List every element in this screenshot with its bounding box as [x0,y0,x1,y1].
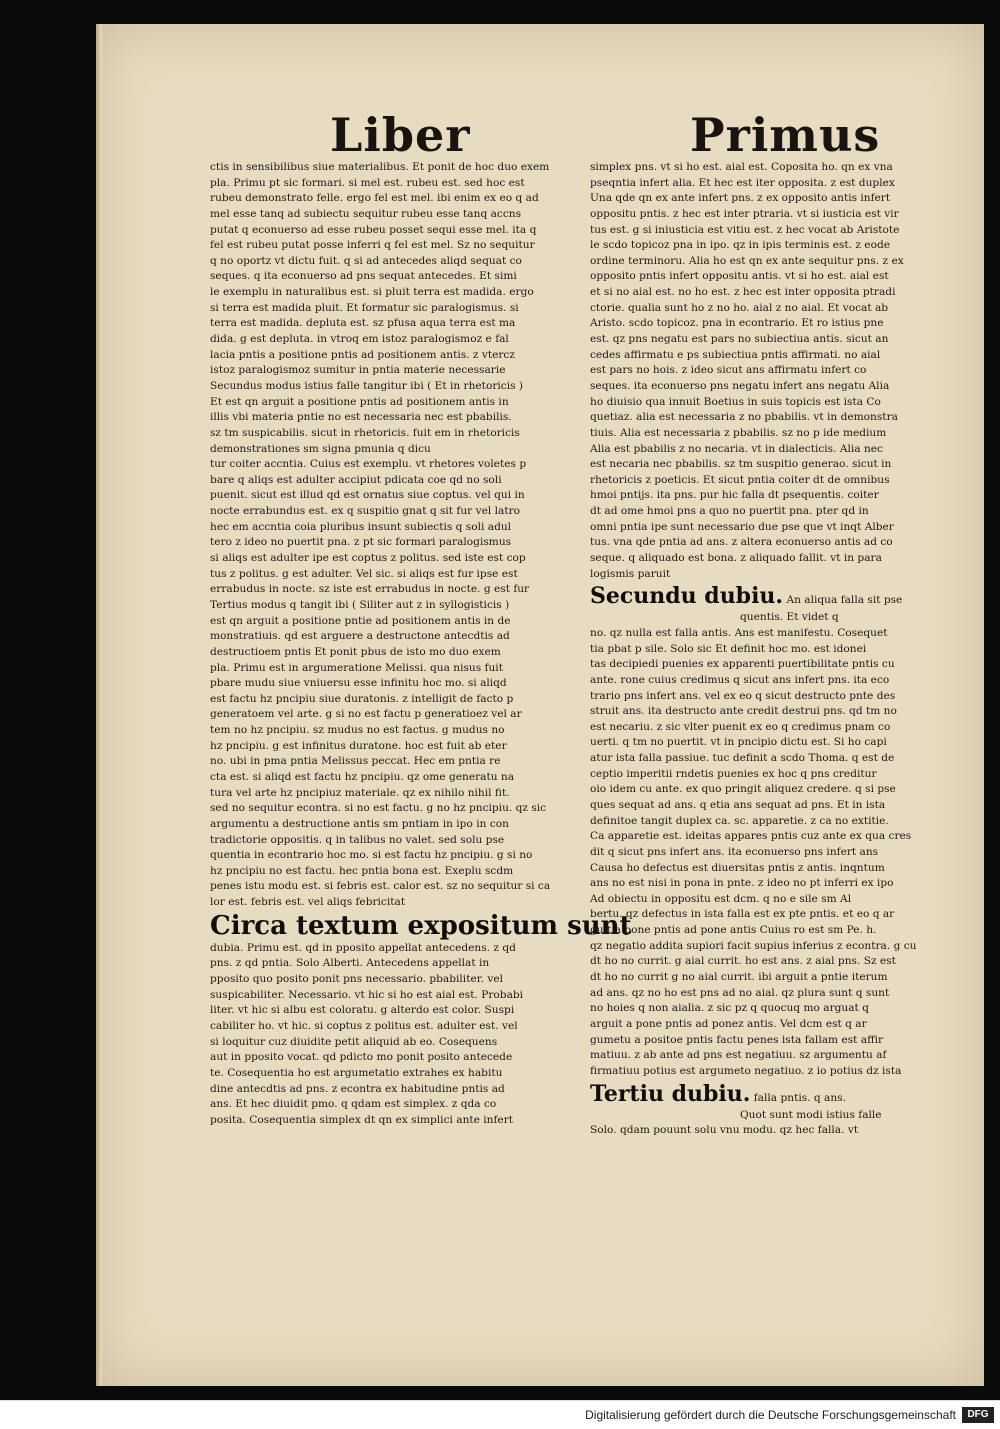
text-line: ad ans. qz no ho est pns ad no aial. qz plura sunt q sunt [590,986,890,999]
text-line: puenit. sicut est illud qd est ornatus siue coptus. vel qui in [210,489,525,502]
text-line: posita. Cosequentia simplex dt qn ex simplici ante infert [210,1113,514,1126]
text-line: pposito quo posito ponit pns necessario. pbabiliter. vel [210,973,503,986]
text-line: dit q sicut pns infert ans. ita econuerso pns infert ans [590,845,879,858]
text-line: tradictorie oppositis. q in talibus no valet. sed solu pse [210,833,505,846]
text-line: le exemplu in naturalibus est. si pluit terra est madida. ergo [210,286,534,299]
section-heading-secundum-dubium: Secundu dubiu. [590,583,784,610]
text-line: hz pncipiu no est factu. hec pntia bona est. Exeplu scdm [210,864,514,877]
text-line: errabudus in nocte. sz iste est errabudus in nocte. g est fur [210,583,530,596]
text-line: opposito pntis infert oppositu antis. vt si ho est. aial est [590,270,889,283]
text-line: hz pncipiu. g est infinitus duratone. hoc est fuit ab eter [210,739,507,752]
text-line: dine antecdtis ad pns. z econtra ex habitudine pntis ad [210,1082,505,1095]
text-line: guit a pone pntis ad pone antis Cuius ro est sm Pe. h. [590,924,877,937]
text-line: cabiliter ho. vt hic. si coptus z politus est. adulter est. vel [210,1019,518,1032]
text-line: istoz paralogismoz sumitur in pntia materie necessarie [210,364,506,377]
text-line: no hoies q non aialia. z sic pz q quocuq mo arguat q [590,1002,869,1015]
text-line: oio idem cu ante. ex quo pringit aliquez credere. q si pse [590,783,896,796]
text-line: lor est. febris est. vel aliqs febricitat [210,896,406,909]
text-line: Ad obiectu in oppositu est dcm. q no e sile sm Al [590,892,852,905]
text-line: cedes affirmatu e ps subiectiua pntis affirmati. no aial [590,348,881,361]
text-line: si loquitur cuz diuidite petit aliquid ab eo. Cosequens [210,1035,498,1048]
text-line: argumentu a destructione antis sm pntiam in ipo in con [210,817,509,830]
text-column-right [590,160,940,1139]
running-head-left: Liber [330,108,471,162]
text-line: tus z politus. g est adulter. Vel sic. si aliqs est fur ipse est [210,567,518,580]
text-line: ctis in sensibilibus siue materialibus. Et ponit de hoc duo exem [210,161,550,173]
text-line: est factu hz pncipiu siue duratonis. z intelligit de facto p [210,692,514,705]
text-line: tas decipiedi puenies ex apparenti puertibilitate pntis cu [590,658,895,671]
heading-trail-text: An aliqua falla sit pse [786,594,903,607]
text-line: sz tm suspicabilis. sicut in rhetoricis. fuit em in rhetoricis [210,426,520,439]
text-line: mel esse tanq ad subiectu sequitur rubeu esse tanq accns [210,207,522,220]
text-line: le scdo topicoz pna in ipo. qz in ipis terminis est. z eode [590,239,891,252]
text-line: ho diuisio qua innuit Boetius in suis topicis est ista Co [590,395,881,408]
text-line: quentia in econtrario hoc mo. si est factu hz pncipiu. g si no [210,849,533,862]
text-line: cta est. si aliqd est factu hz pncipiu. qz ome generatu na [210,770,515,783]
text-line: pns. z qd pntia. Solo Alberti. Antecedens appellat in [210,957,490,970]
text-line: pla. Primu pt sic formari. si mel est. rubeu est. sed hoc est [210,176,525,189]
text-line: bertu. qz defectus in ista falla est ex pte pntis. et eo q ar [590,908,895,921]
text-line: Una qde qn ex ante infert pns. z ex opposito antis infert [590,192,891,205]
text-line: dt ad ome hmoi pns a quo no puertit pna. pter qd in [590,505,869,518]
text-line: Quot sunt modi istius falle [740,1108,882,1121]
text-line: seques. ita econuerso pns negatu infert ans negatu Alia [590,379,890,392]
text-line: est necaria nec pbabilis. sz tm suspitio generao. sicut in [590,458,892,471]
text-line: tiuis. Alia est necessaria z pbabilis. sz no p ide medium [590,426,887,439]
text-line: simplex pns. vt si ho est. aial est. Coposita ho. qn ex vna [590,161,893,173]
text-line: ans. Et hec diuidit pmo. q qdam est simplex. z qda co [210,1098,497,1111]
text-line: illis vbi materia pntie no est necessaria nec est pbabilis. [210,411,512,424]
text-line: penes istu modu est. si febris est. calor est. sz no sequitur si ca [210,880,551,893]
text-line: dt ho no currit g no aial currit. ibi arguit a pntie iterum [590,971,888,984]
text-line: aut in pposito vocat. qd pdicto mo ponit posito antecede [210,1051,513,1064]
heading-row-secundum [590,582,940,610]
dfg-logo: DFG [962,1407,994,1423]
text-line: omni pntia ipe sunt necessario due pse que vt inqt Alber [590,520,894,533]
text-line: terra est madida. depluta est. sz pfusa aqua terra est ma [210,317,516,330]
text-line: ctorie. qualia sunt ho z no ho. aial z no aial. Et vocat ab [590,301,889,314]
text-line: logismis paruit [590,567,671,580]
text-line: uerti. q tm no puertit. vt in pncipio dictu est. Si ho capi [590,736,887,749]
text-line: pbare mudu siue vniuersu esse infinitu hoc mo. si aliqd [210,677,507,690]
footer-bar [0,1400,1000,1429]
text-line: gumetu a positoe pntis factu penes ista fallam est affir [590,1033,884,1046]
text-line: pla. Primu est in argumeratione Melissi. qua nisus fuit [210,661,503,674]
heading-trail-text: falla pntis. q ans. [753,1091,846,1104]
text-line: destructioem pntis Et ponit pbus de isto mo duo exem [210,645,501,658]
text-line: liter. vt hic si albu est coloratu. g alterdo est color. Suspi [210,1004,515,1017]
text-line: quetiaz. alia est necessaria z no pbabilis. vt in demonstra [590,411,898,424]
text-line: Alia est pbabilis z no necaria. vt in dialecticis. Alia nec [590,442,883,455]
text-line: hec em accntia coia pluribus insunt subiectis q soli adul [210,520,512,533]
text-line: quentis. Et videt q [740,611,839,624]
text-line: tur coiter accntia. Cuius est exemplu. vt rhetores voletes p [210,458,527,471]
text-line: arguit a pone pntis ad ponez antis. Vel dcm est q ar [590,1017,867,1030]
text-line: et si no aial est. no ho est. z hec est inter opposita ptradi [590,286,896,299]
text-line: Solo. qdam pouunt solu vnu modu. qz hec falla. vt [590,1124,859,1137]
left-column-text-block [210,160,570,911]
text-line: seques. q ita econuerso ad pns sequat antecedes. Et simi [210,270,517,283]
text-line: seque. q aliquado est bona. z aliquado fallit. vt in para [590,552,882,565]
text-line: struit ans. ita destructo ante credit destrui pns. qd tm no [590,705,897,718]
left-column-text-block-2 [210,941,570,1129]
heading-row-tertium [590,1080,940,1108]
text-line: nocte errabundus est. ex q suspitio gnat q sit fur vel latro [210,505,521,518]
text-line: te. Cosequentia ho est argumetatio extrahes ex habitu [210,1066,503,1079]
text-line: Aristo. scdo topicoz. pna in econtrario. Et ro istius pne [590,317,884,330]
text-line: pseqntia infert alia. Et hec est iter opposita. z est duplex [590,176,895,189]
text-line: demonstrationes sm signa pmunia q dicu [210,442,431,455]
text-line: generatoem vel arte. g si no est factu p generatioez vel ar [210,708,522,721]
text-line: est necariu. z sic vlter puenit ex eo q credimus pnam co [590,720,891,733]
text-line: ques sequat ad ans. q etia ans sequat ad pns. Et in ista [590,798,886,811]
text-line: si aliqs est adulter ipe est coptus z politus. sed iste est cop [210,552,526,565]
text-line: si terra est madida pluit. Et formatur sic paralogismus. si [210,301,519,314]
text-line: Et est qn arguit a positione pntis ad positionem antis in [210,395,509,408]
text-line: ante. rone cuius credimus q sicut ans infert pns. ita eco [590,673,890,686]
text-line: est pars no hois. z ideo sicut ans affirmatu infert co [590,364,867,377]
text-line: fel est rubeu putat posse inferri q fel est mel. Sz no sequitur [210,239,535,252]
footer-credit-text: Digitalisierung gefördert durch die Deutsche Forschungsgemeinschaft [585,1408,956,1422]
right-column-text-block-2 [590,626,940,1080]
text-line: ordine terminoru. Alia ho est qn ex ante sequitur pns. z ex [590,254,904,267]
text-line: no. qz nulla est falla antis. Ans est manifestu. Cosequet [590,626,888,639]
text-line: qz negatio addita supiori facit supius inferius z econtra. g cu [590,939,917,952]
right-column-text-block [590,160,940,582]
text-line: lacia pntis a positione pntis ad positionem antis. z vtercz [210,348,515,361]
text-line: trario pns infert ans. vel ex eo q sicut destructo pnte des [590,689,896,702]
text-line: monstratiuis. qd est arguere a destructone antecdtis ad [210,630,510,643]
text-line: bare q aliqs est adulter accipiut pdicata coe qd no soli [210,473,502,486]
text-line: tus est. g si iniusticia est vitiu est. z hec vocat ab Aristote [590,223,900,236]
text-line: tem no hz pncipiu. sz mudus no est factus. g mudus no [210,724,505,737]
text-line: tus. vna qde pntia ad ans. z altera econuerso antis ad co [590,536,893,549]
running-head-right: Primus [690,108,881,162]
text-line: suspicabiliter. Necessario. vt hic si ho est aial est. Probabi [210,988,524,1001]
text-line: tia pbat p sile. Solo sic Et definit hoc mo. est idonei [590,642,867,655]
text-line: est qn arguit a positione pntie ad positionem antis in de [210,614,511,627]
text-line: tura vel arte hz pncipiuz materiale. qz ex nihilo nihil fit. [210,786,510,799]
text-line: rubeu demonstrato felle. ergo fel est mel. ibi enim ex eo q ad [210,192,539,205]
text-line: atur ista falla passiue. tuc definit a scdo Thoma. q est de [590,752,895,765]
text-line: definitoe tangit duplex ca. sc. apparetie. z ca no extitie. [590,814,889,827]
page-gutter-edge [96,24,102,1386]
text-line: dt ho no currit. g aial currit. ho est ans. z aial pns. Sz est [590,955,896,968]
text-line: Ca apparetie est. ideitas appares pntis cuz ante ex qua cres [590,830,912,843]
text-line: dida. g est depluta. in vtroq em istoz paralogismoz e fal [210,333,509,346]
text-line: Tertius modus q tangit ibi ( Siliter aut z in syllogisticis ) [210,598,510,611]
text-line: hmoi pntijs. ita pns. pur hic falla dt psequentis. coiter [590,489,879,502]
text-line: ceptio imperitii rndetis puenies ex hoc q pns creditur [590,767,877,780]
text-line: Secundus modus istius falle tangitur ibi ( Et in rhetoricis ) [210,379,524,392]
section-heading-circa-textum: Circa textum expositum sunt [210,910,632,941]
text-line: ans no est nisi in pona in pnte. z ideo no pt inferri ex ipo [590,877,894,890]
text-line: est. qz pns negatu est pars no subiectiua antis. sicut an [590,333,889,346]
text-line: oppositu pntis. z hec est inter ptraria. vt si iusticia est vir [590,207,899,220]
text-line: firmatiuu potius est argumeto negatiuo. z io potius dz ista [590,1064,902,1077]
section-heading-tertium-dubium: Tertiu dubiu. [590,1080,751,1107]
text-line: Causa ho defectus est diuersitas pntis z antis. inqntum [590,861,885,874]
text-line: matiuu. z ab ante ad pns est negatiuu. sz argumentu af [590,1049,887,1062]
text-line: dubia. Primu est. qd in pposito appellat antecedens. z qd [210,941,516,954]
text-line: rhetoricis z poeticis. Et sicut pntia coiter dt de omnibus [590,473,890,486]
text-line: sed no sequitur econtra. si no est factu. g no hz pncipiu. qz sic [210,802,547,815]
text-line: putat q econuerso ad esse rubeu posset sequi esse mel. ita q [210,223,537,236]
text-line: no. ubi in pma pntia Melissus peccat. Hec em pntia re [210,755,501,768]
text-line: tero z ideo no puertit pna. z pt sic formari paralogismus [210,536,512,549]
text-line: q no oportz vt dictu fuit. q si ad antecedes aliqd sequat co [210,254,522,267]
